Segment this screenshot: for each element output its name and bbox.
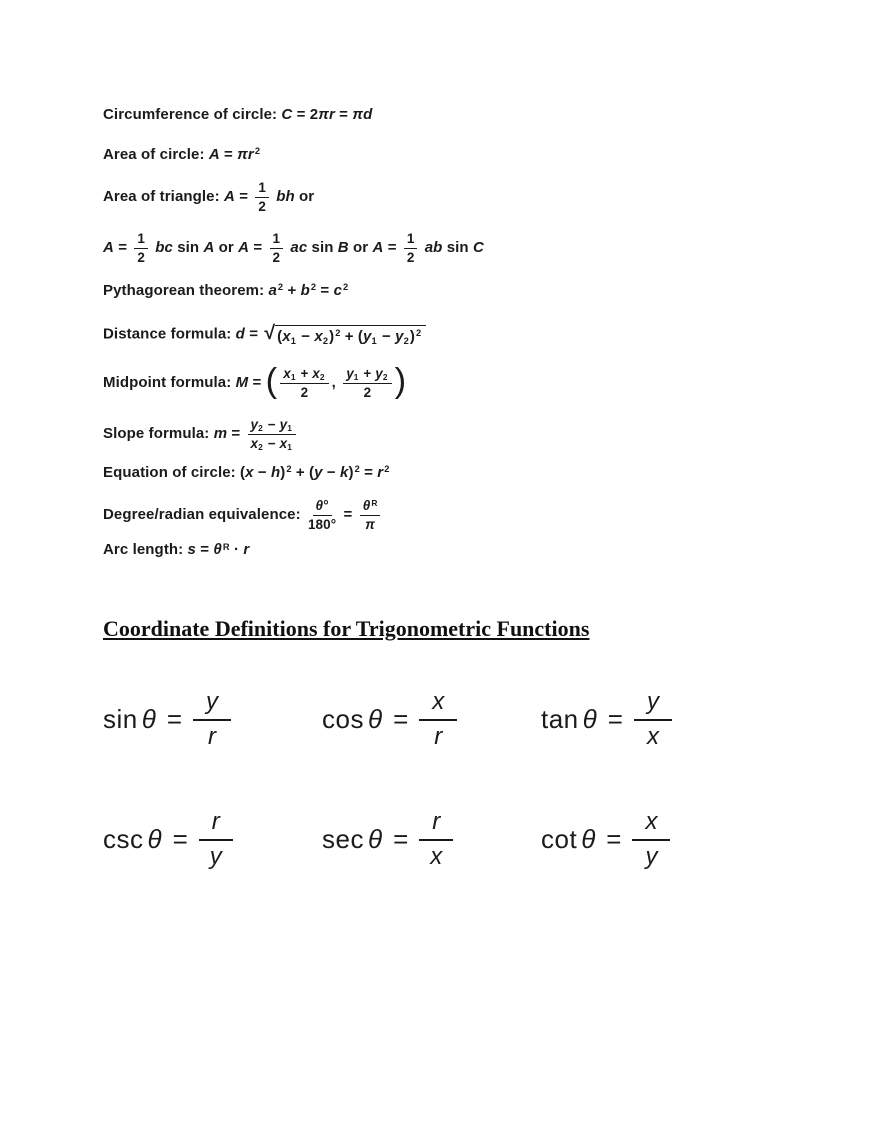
fraction-numerator: y (193, 688, 231, 721)
theta-symbol: θ (581, 824, 596, 855)
equals-sign: = (393, 824, 409, 855)
trig-function-label: csc (103, 824, 144, 855)
fraction-numerator: r (199, 808, 233, 841)
formula-area-sine-forms: A = $\frac{1}{2}$ bc sin A or A = $\frac{1}{2}$ ac sin B or A = $\frac{1}{2}$ ab sin C (103, 231, 484, 265)
theta-symbol: θ (367, 704, 383, 735)
trig-row-2 (103, 808, 830, 872)
formula-degree-radian: Degree/radian equivalence: $\frac{\theta^\circ}{180^\circ}$ = $\frac{\theta^R}{\pi}$ (103, 498, 830, 532)
theta-symbol: θ (367, 824, 383, 855)
fraction-denominator: x (646, 722, 659, 750)
theta-symbol: θ (147, 824, 162, 855)
fraction-denominator: y (645, 842, 658, 870)
formula-slope: Slope formula: m = $\frac{y2 - y1}{x2 - x1}$ (103, 417, 830, 451)
fraction-numerator: y (634, 688, 672, 721)
formula-circle-equation: Equation of circle: $(x - h)^2 + (y - k)^2 = r^2$ (103, 464, 390, 482)
theta-symbol: θ (582, 704, 597, 735)
equals-sign: = (172, 824, 188, 855)
trig-sin-definition (103, 688, 322, 752)
trig-tan-definition (541, 688, 760, 752)
trig-fraction (193, 688, 231, 752)
fraction-numerator: x (419, 688, 457, 721)
equals-sign: = (393, 704, 409, 735)
formula-arc-length: Arc length: $s = \theta^R \cdot r$ (103, 541, 250, 559)
formula-pythagorean-theorem: Pythagorean theorem: $a^2 + b^2 = c^2$ (103, 282, 349, 300)
fraction-numerator: r (419, 808, 453, 841)
trig-function-label: sec (322, 824, 364, 855)
trig-function-label: tan (541, 704, 579, 735)
fraction-denominator: r (208, 722, 217, 750)
trig-csc-definition (103, 808, 322, 872)
trig-fraction (419, 688, 457, 752)
formula-area-of-triangle: Area of triangle: A = $\frac{1}{2}$ bh or (103, 180, 315, 214)
trig-function-label: cot (541, 824, 578, 855)
trig-fraction (634, 688, 672, 752)
equals-sign: = (606, 824, 622, 855)
equals-sign: = (166, 704, 183, 735)
equals-sign: = (607, 704, 623, 735)
trig-row-1 (103, 688, 830, 752)
fraction-denominator: r (434, 722, 443, 750)
trig-cos-definition (322, 688, 541, 752)
formula-distance: Distance formula: d = √ $(x1 - x2)^2 + (y1 - y2)^2$ (103, 324, 830, 345)
trig-function-label: cos (322, 704, 364, 735)
fraction-denominator: y (209, 842, 222, 870)
trig-fraction (199, 808, 233, 872)
formula-area-of-circle: Area of circle: $A = \pi r^2$ (103, 146, 261, 163)
trig-fraction (632, 808, 670, 872)
fraction-denominator: x (430, 842, 443, 870)
section-heading: Coordinate Definitions for Trigonometric Functions (103, 616, 590, 642)
fraction-numerator: x (632, 808, 670, 841)
trig-sec-definition (322, 808, 541, 872)
trig-cot-definition (541, 808, 760, 872)
theta-symbol: θ (141, 704, 156, 735)
formula-midpoint: Midpoint formula: M = ( $\frac{x1 + x2}{2}$ , $\frac{y1 + y2}{2}$ ) (103, 361, 407, 400)
trig-fraction (419, 808, 453, 872)
formula-circumference: Circumference of circle: C = 2πr = πd (103, 106, 373, 123)
trig-function-label: sin (103, 704, 138, 735)
